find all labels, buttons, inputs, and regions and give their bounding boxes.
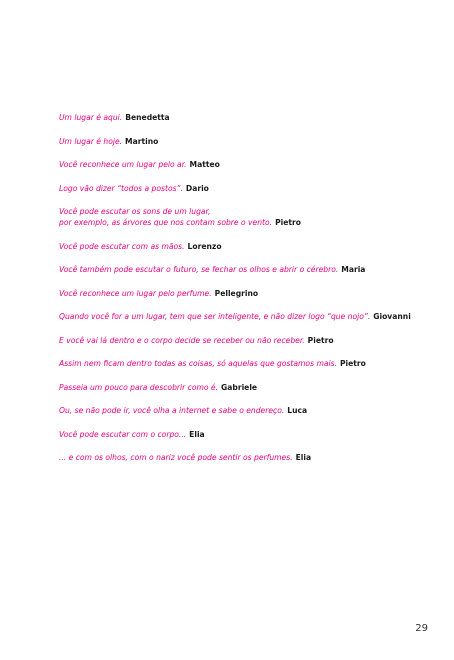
quote-author: Gabriele: [221, 382, 258, 392]
quote-text: Ou, se não pode ir, você olha a internet e sabe o endereço.: [59, 406, 285, 415]
quote-text: Você reconhece um lugar pelo ar.: [59, 160, 187, 169]
quote-text: Passeia um pouco para descobrir como é.: [59, 382, 219, 392]
quote-author: Matteo: [189, 160, 220, 169]
quote-text: Um lugar é aqui.: [59, 113, 123, 122]
quote-item: [59, 159, 439, 170]
quote-author: Pietro: [307, 335, 334, 345]
page-number: 29: [415, 623, 428, 634]
quote-text: E você vai lá dentro e o corpo decide se receber ou não receber.: [59, 335, 305, 345]
quote-item: [59, 311, 439, 322]
quote-author: Benedetta: [125, 113, 170, 122]
quote-text: Você também pode escutar o futuro, se fechar os olhos e abrir o cérebro.: [59, 265, 339, 274]
quote-author: Elia: [295, 453, 312, 462]
quote-text: Quando você for a um lugar, tem que ser inteligente, e não dizer logo “que nojo”.: [59, 312, 371, 321]
quote-text: Logo vão dizer “todos a postos”.: [59, 183, 183, 193]
quote-author: Pellegrino: [214, 288, 259, 298]
quote-item: [59, 382, 439, 393]
quote-item: [59, 288, 439, 299]
quote-item: [59, 183, 439, 194]
quote-item: [59, 112, 439, 123]
quote-text: ... e com os olhos, com o nariz você pode sentir os perfumes.: [59, 453, 293, 462]
quote-text: Você reconhece um lugar pelo perfume.: [59, 288, 212, 298]
quote-item: [59, 335, 439, 346]
quote-author: Lorenzo: [187, 241, 222, 251]
quote-item: [59, 429, 439, 440]
quote-text: Um lugar é hoje.: [59, 136, 123, 146]
quote-text: Você pode escutar os sons de um lugar, por exemplo, as árvores que nos contam sobre o vento.: [59, 207, 273, 227]
quote-author: Maria: [341, 265, 366, 274]
quote-item: [59, 405, 439, 416]
quote-item: [59, 264, 439, 275]
quote-text: Você pode escutar com as mãos.: [59, 241, 185, 251]
quote-author: Dario: [185, 183, 209, 193]
quote-item: [59, 241, 439, 252]
quote-author: Martino: [125, 136, 159, 146]
quote-author: Giovanni: [373, 312, 411, 321]
quote-item: [59, 136, 439, 147]
quote-author: Pietro: [275, 218, 301, 227]
quote-item: [59, 358, 439, 369]
quote-author: Elia: [189, 429, 205, 439]
quote-item: [59, 452, 439, 463]
quote-text: Você pode escutar com o corpo...: [59, 429, 187, 439]
quote-list: [59, 112, 439, 476]
quote-author: Luca: [287, 406, 308, 415]
quote-text: Assim nem ficam dentro todas as coisas, só aquelas que gostamos mais.: [59, 359, 337, 368]
quote-author: Pietro: [339, 359, 366, 368]
quote-item: [59, 206, 439, 228]
